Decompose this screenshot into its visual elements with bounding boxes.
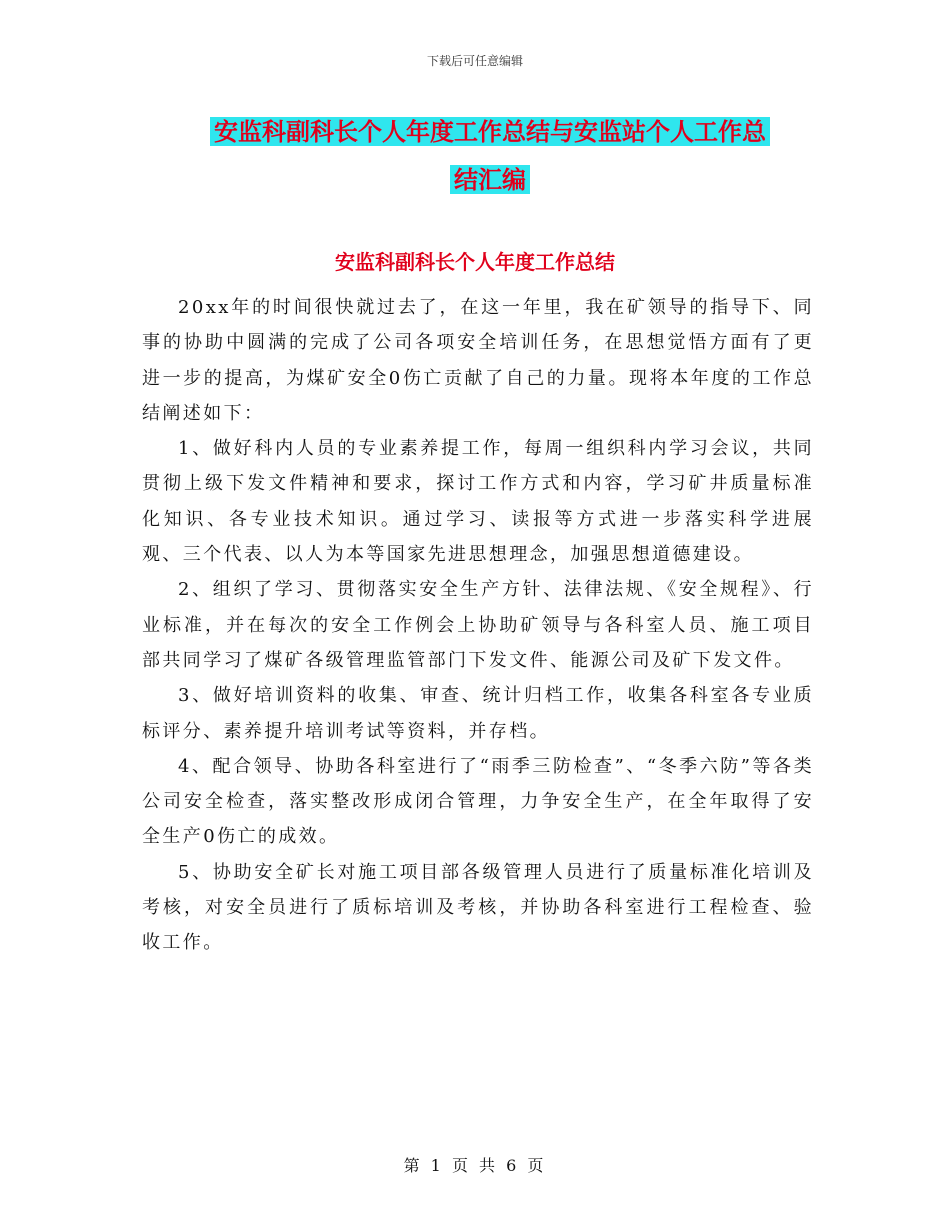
document-title-line-2: 结汇编 [450,165,530,194]
paragraph-item-2: 2、组织了学习、贯彻落实安全生产方针、法律法规、《安全规程》、行业标准，并在每次的安全工作例会上协助矿领导与各科室人员、施工项目部共同学习了煤矿各级管理监管部门下发文件、能源公司及矿下发文件。 [142,579,814,671]
page-header-note: 下载后可任意编辑 [426,54,523,68]
paragraph-intro: 20xx年的时间很快就过去了，在这一年里，我在矿领导的指导下、同事的协助中圆满的完成了公司各项安全培训任务，在思想觉悟方面有了更进一步的提高，为煤矿安全0伤亡贡献了自己的力量。现将本年度的工作总结阐述如下： [142,297,814,424]
paragraph-item-3: 3、做好培训资料的收集、审查、统计归档工作，收集各科室各专业质标评分、素养提升培训考试等资料，并存档。 [142,685,814,742]
section-title: 安监科副科长个人年度工作总结 [335,250,615,274]
paragraph-item-4: 4、配合领导、协助各科室进行了“雨季三防检查”、“冬季六防”等各类公司安全检查，落实整改形成闭合管理，力争安全生产，在全年取得了安全生产0伤亡的成效。 [142,755,814,848]
page-number-footer: 第 1 页 共 6 页 [403,1156,547,1175]
paragraph-item-5: 5、协助安全矿长对施工项目部各级管理人员进行了质量标准化培训及考核，对安全员进行了质标培训及考核，并协助各科室进行工程检查、验收工作。 [142,861,814,954]
document-body [142,290,814,961]
paragraph-item-1: 1、做好科内人员的专业素养提工作，每周一组织科内学习会议，共同贯彻上级下发文件精神和要求，探讨工作方式和内容，学习矿井质量标准化知识、各专业技术知识。通过学习、读报等方式进一步落实科学进展观、三个代表、以人为本等国家先进思想理念，加强思想道德建设。 [142,438,814,566]
document-title [140,108,840,204]
document-title-line-1: 安监科副科长个人年度工作总结与安监站个人工作总 [210,117,770,146]
